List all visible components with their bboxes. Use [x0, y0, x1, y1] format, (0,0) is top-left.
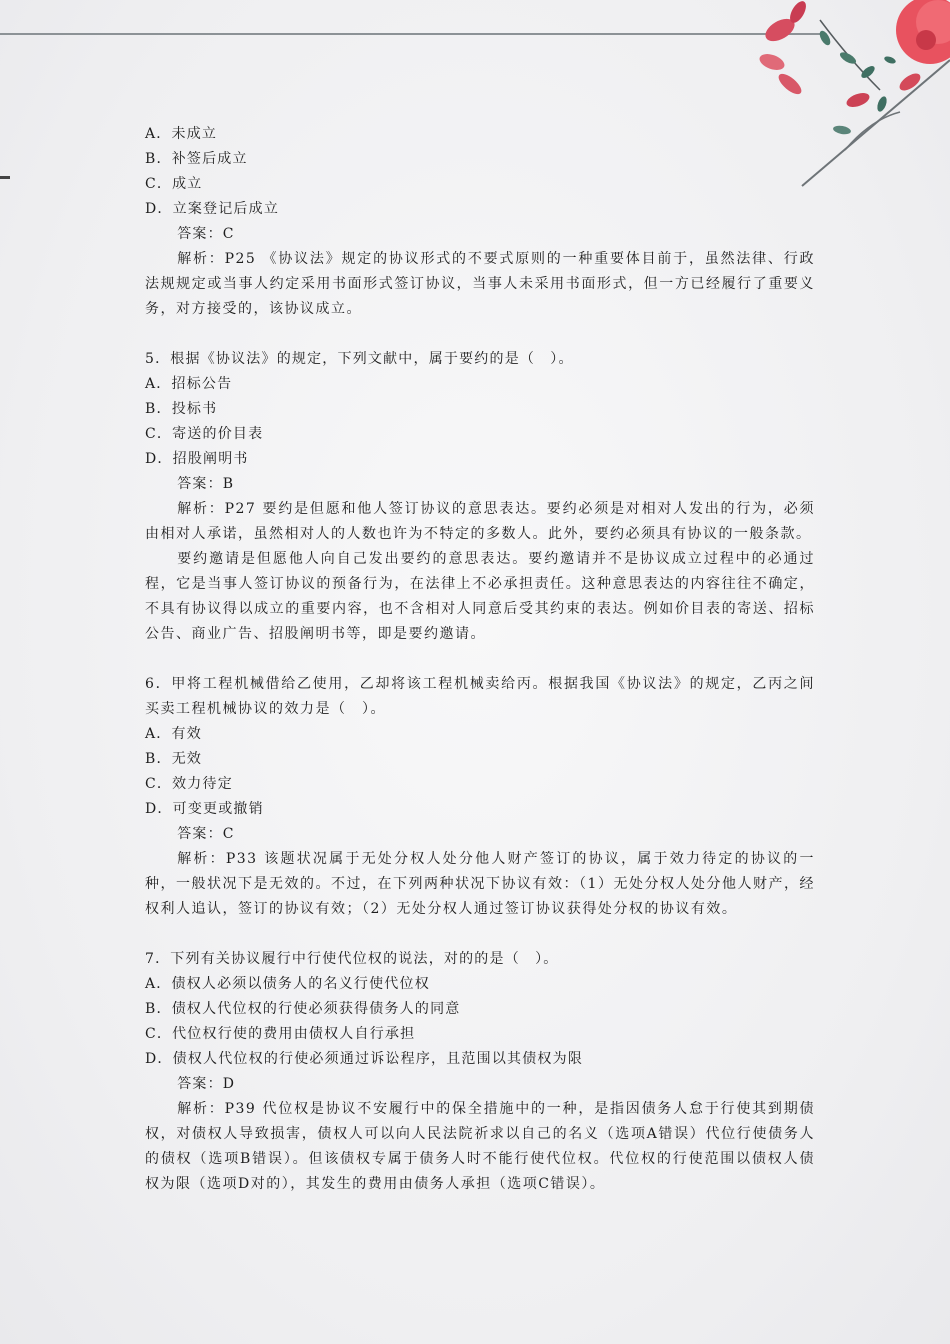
- explanation: 解析：P33 该题状况属于无处分权人处分他人财产签订的协议，属于效力待定的协议的一种，一般状况下是无效的。不过，在下列两种状况下协议有效：（1）无处分权人处分他人财产，经权利人追认，签订的协议有效；（2）无处分权人通过签订协议获得处分权的协议有效。: [145, 851, 815, 917]
- option-c: C．寄送的价目表: [145, 426, 264, 442]
- option-c: C．成立: [145, 176, 203, 192]
- option-a: A．未成立: [145, 126, 218, 142]
- option-c: C．代位权行使的费用由债权人自行承担: [145, 1026, 416, 1042]
- answer: 答案：C: [177, 226, 235, 242]
- explanation-continued: 要约邀请是但愿他人向自己发出要约的意思表达。要约邀请并不是协议成立过程中的必通过程，它是当事人签订协议的预备行为，在法律上不必承担责任。这种意思表达的内容往往不确定，不具有协议得以成立的重要内容，也不含相对人同意后受其约束的表达。例如价目表的寄送、招标公告、商业广告、招股阐明书等，即是要约邀请。: [145, 551, 815, 642]
- option-b: B．补签后成立: [145, 151, 248, 167]
- option-d: D．招股阐明书: [145, 451, 249, 467]
- option-a: A．有效: [145, 726, 202, 742]
- question-text: 5．根据《协议法》的规定，下列文献中，属于要约的是（ ）。: [145, 351, 574, 367]
- option-a: A．招标公告: [145, 376, 233, 392]
- option-d: D．债权人代位权的行使必须通过诉讼程序，且范围以其债权为限: [145, 1051, 584, 1067]
- explanation: 解析：P25 《协议法》规定的协议形式的不要式原则的一种重要体目前于，虽然法律、行政法规规定或当事人约定采用书面形式签订协议，当事人未采用书面形式，但一方已经履行了重要义务，对方接受的，该协议成立。: [145, 251, 815, 317]
- answer: 答案：D: [177, 1076, 236, 1092]
- option-b: B．无效: [145, 751, 203, 767]
- answer: 答案：B: [177, 476, 235, 492]
- question-text: 7．下列有关协议履行中行使代位权的说法，对的的是（ ）。: [145, 951, 559, 967]
- answer: 答案：C: [177, 826, 235, 842]
- document-body: [145, 122, 815, 1197]
- option-d: D．立案登记后成立: [145, 201, 280, 217]
- option-d: D．可变更或撤销: [145, 801, 264, 817]
- margin-mark: [0, 176, 10, 179]
- header-rule: [0, 33, 820, 35]
- question-text: 6．甲将工程机械借给乙使用，乙却将该工程机械卖给丙。根据我国《协议法》的规定，乙丙之间买卖工程机械协议的效力是（ ）。: [145, 676, 815, 717]
- option-a: A．债权人必须以债务人的名义行使代位权: [145, 976, 430, 992]
- option-c: C．效力待定: [145, 776, 233, 792]
- explanation: 解析：P27 要约是但愿和他人签订协议的意思表达。要约必须是对相对人发出的行为，必须由相对人承诺，虽然相对人的人数也许为不特定的多数人。此外，要约必须具有协议的一般条款。: [145, 501, 815, 542]
- option-b: B．投标书: [145, 401, 218, 417]
- explanation: 解析：P39 代位权是协议不安履行中的保全措施中的一种，是指因债务人怠于行使其到期债权，对债权人导致损害，债权人可以向人民法院祈求以自己的名义（选项A错误）代位行使债务人的债权（选项B错误）。但该债权专属于债务人时不能行使代位权。代位权的行使范围以债权人债权为限（选项D对的），其发生的费用由债务人承担（选项C错误）。: [145, 1101, 815, 1192]
- option-b: B．债权人代位权的行使必须获得债务人的同意: [145, 1001, 461, 1017]
